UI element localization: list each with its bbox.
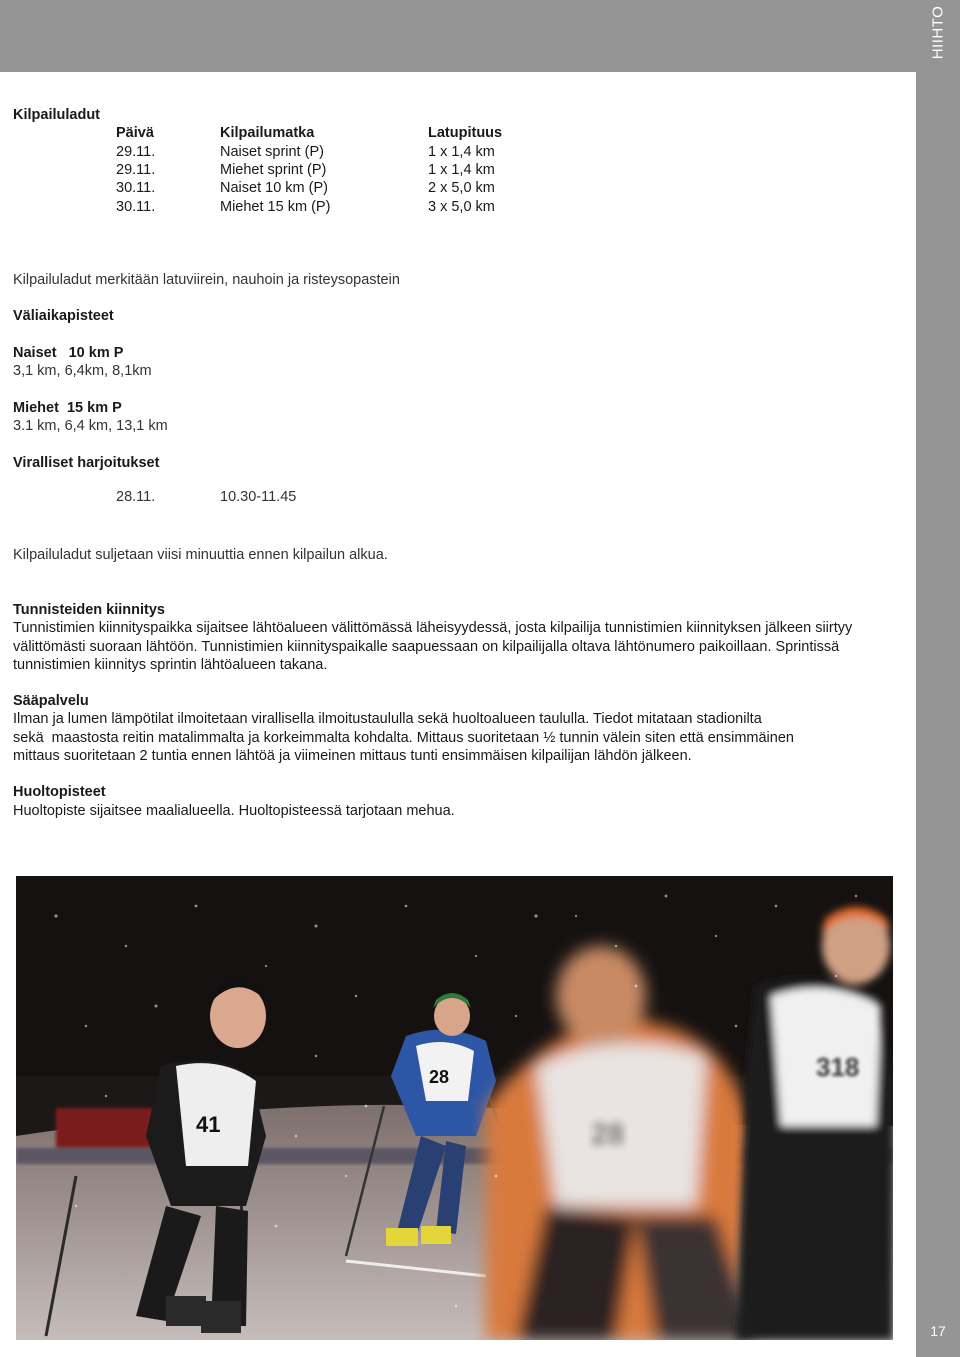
table-cell: 2 x 5,0 km: [428, 180, 495, 196]
table-cell: 29.11.: [116, 162, 156, 178]
table-cell: 1 x 1,4 km: [428, 162, 495, 178]
side-bar: [916, 0, 960, 1357]
table-cell: 1 x 1,4 km: [428, 144, 495, 160]
service-title: Huoltopisteet: [13, 784, 106, 800]
table-cell: 29.11.: [116, 144, 156, 160]
weather-line: mittaus suoritetaan 2 tuntia ennen lähtöä ja viimeinen mittaus tunti ensimmäisen kilpailijan lähdön jälkeen.: [13, 748, 692, 764]
tag-fitting-title: Tunnisteiden kiinnitys: [13, 602, 165, 618]
checkpoints-title: Väliaikapisteet: [13, 308, 114, 324]
men-checkpoints: 3.1 km, 6,4 km, 13,1 km: [13, 418, 168, 434]
svg-text:41: 41: [196, 1112, 221, 1137]
marking-note: Kilpailuladut merkitään latuviirein, nauhoin ja risteysopastein: [13, 272, 400, 288]
skiing-race-photo: [16, 876, 893, 1340]
table-cell: 30.11.: [116, 180, 156, 196]
courses-title: Kilpailuladut: [13, 107, 100, 123]
weather-line: sekä maastosta reitin matalimmalta ja korkeimmalta kohdalta. Mittaus suoritetaan ½ tunnin välein siten että ensimmäinen: [13, 730, 794, 746]
page-number: 17: [930, 1323, 946, 1339]
service-text: Huoltopiste sijaitsee maalialueella. Huoltopisteessä tarjotaan mehua.: [13, 803, 455, 819]
weather-line: Ilman ja lumen lämpötilat ilmoitetaan virallisella ilmoitustaululla sekä huoltoalueen taululla. Tiedot mitataan stadionilta: [13, 711, 762, 727]
svg-text:318: 318: [816, 1052, 860, 1082]
table-header-race: Kilpailumatka: [220, 125, 315, 141]
svg-text:28: 28: [429, 1067, 450, 1087]
training-date: 28.11.: [116, 489, 156, 505]
top-header-bar: [0, 0, 960, 72]
table-cell: Naiset 10 km (P): [220, 180, 328, 196]
table-cell: Naiset sprint (P): [220, 144, 324, 160]
table-cell: 30.11.: [116, 199, 156, 215]
svg-text:28: 28: [591, 1118, 625, 1151]
closing-note: Kilpailuladut suljetaan viisi minuuttia ennen kilpailun alkua.: [13, 547, 388, 563]
table-cell: Miehet sprint (P): [220, 162, 327, 178]
table-header-day: Päivä: [116, 125, 154, 141]
tag-fitting-text: Tunnistimien kiinnityspaikka sijaitsee lähtöalueen välittömässä läheisyydessä, josta kilpailija tunnistimien kiinnityksen jälkeen siirtyy välittömästi suoraan lähtöön. Tunnistimien kiinnityspaikalle saapuessaan on kilpailijalla oltava lähtönumero paikoillaan. Sprintissä tunnistimien kiinnitys sprintin lähtöalueen takana.: [13, 620, 853, 673]
weather-title: Sääpalvelu: [13, 693, 89, 709]
women-checkpoints: 3,1 km, 6,4km, 8,1km: [13, 363, 152, 379]
training-time: 10.30-11.45: [220, 489, 297, 505]
training-title: Viralliset harjoitukset: [13, 455, 160, 471]
table-cell: 3 x 5,0 km: [428, 199, 495, 215]
men-checkpoint-heading: Miehet 15 km P: [13, 400, 122, 416]
section-label: HIIHTO: [929, 5, 947, 59]
women-checkpoint-heading: Naiset 10 km P: [13, 345, 124, 361]
table-cell: Miehet 15 km (P): [220, 199, 331, 215]
table-header-length: Latupituus: [428, 125, 503, 141]
